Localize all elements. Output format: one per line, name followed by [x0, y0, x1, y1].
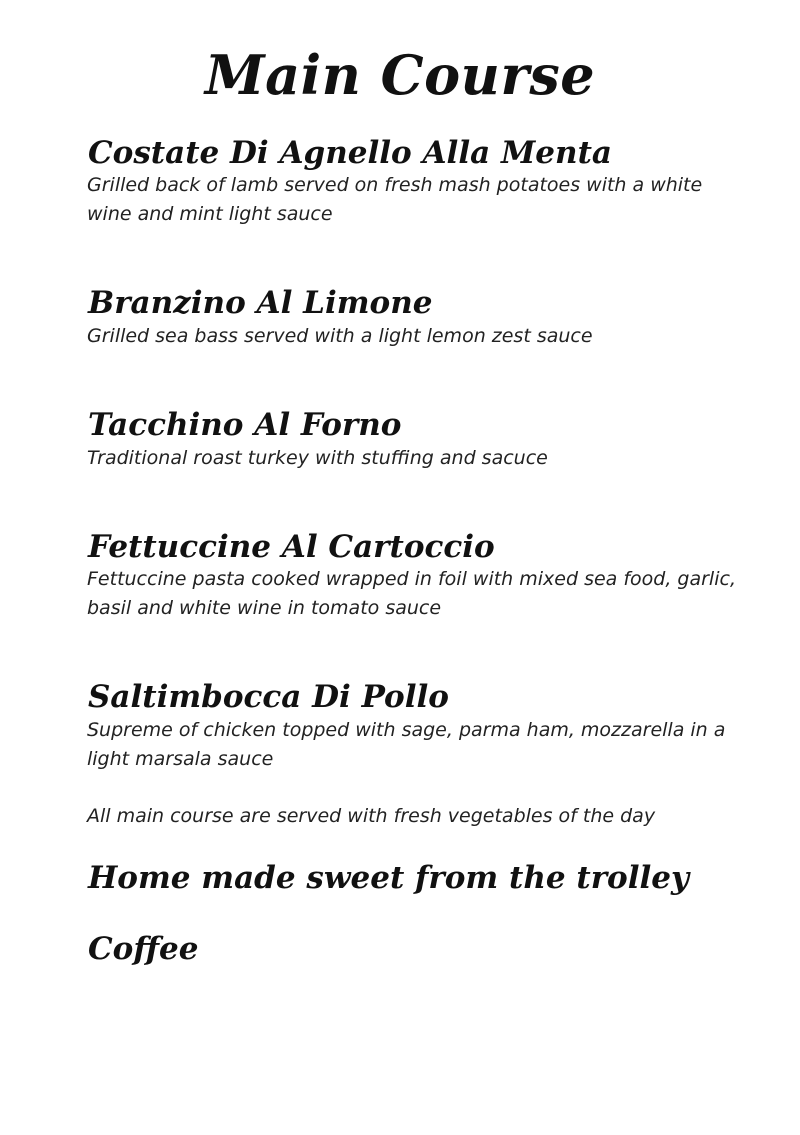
dish-name-costate-di-agnello: Costate Di Agnello Alla Menta: [88, 135, 612, 171]
dish-name-saltimbocca-di-pollo: Saltimbocca Di Pollo: [88, 679, 449, 715]
dish-name-tacchino-al-forno: Tacchino Al Forno: [88, 407, 402, 443]
dish-description-fettuccine-al-cartoccio: Fettuccine pasta cooked wrapped in foil with mixed sea food, garlic, basil and white wine in tomato sauce: [87, 568, 736, 619]
dish-description-branzino-al-limone: Grilled sea bass served with a light lemon zest sauce: [87, 325, 593, 347]
dish-name-branzino-al-limone: Branzino Al Limone: [88, 285, 433, 321]
page-title: Main Course: [204, 43, 596, 107]
vegetables-note: All main course are served with fresh vegetables of the day: [87, 805, 656, 827]
dish-name-fettuccine-al-cartoccio: Fettuccine Al Cartoccio: [88, 529, 495, 565]
dish-description-saltimbocca-di-pollo: Supreme of chicken topped with sage, parma ham, mozzarella in a light marsala sauce: [87, 719, 726, 770]
dish-description-costate-di-agnello: Grilled back of lamb served on fresh mash potatoes with a white wine and mint light sauce: [87, 174, 703, 225]
coffee-line: Coffee: [88, 931, 199, 967]
dessert-line: Home made sweet from the trolley: [88, 860, 689, 896]
dish-description-tacchino-al-forno: Traditional roast turkey with stuffing and sacuce: [87, 447, 548, 469]
